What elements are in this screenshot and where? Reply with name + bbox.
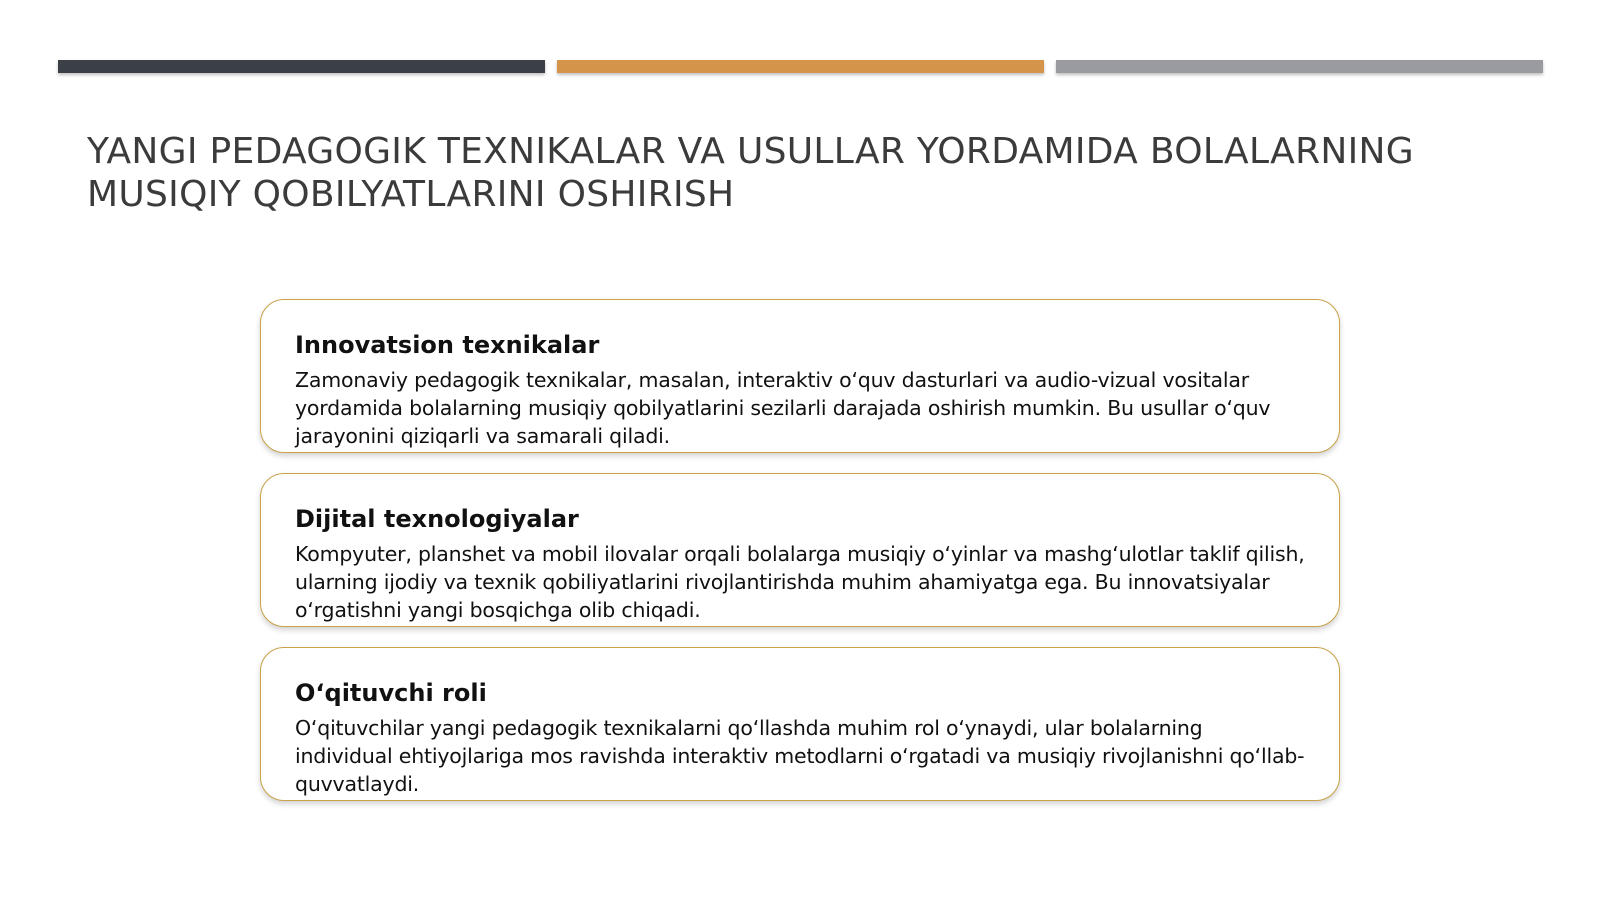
card-text: O‘qituvchilar yangi pedagogik texnikalarni qo‘llashda muhim rol o‘ynaydi, ular bolalarning individual ehtiyojlariga mos ravishda interaktiv metodlarni o‘rgatadi va musiqiy rivojlanishni qo‘llab-quvvatlaydi.: [295, 716, 1305, 796]
accent-bar-gray: [1056, 60, 1543, 73]
card-text: Kompyuter, planshet va mobil ilovalar orqali bolalarga musiqiy o‘yinlar va mashg‘ulotlar taklif qilish, ularning ijodiy va texnik qobiliyatlarini rivojlantirishda muhim ahamiyatga ega. Bu innovatsiyalar o‘rgatishni yangi bosqichga olib chiqadi.: [295, 542, 1305, 622]
card-text: Zamonaviy pedagogik texnikalar, masalan, interaktiv o‘quv dasturlari va audio-vizual vositalar yordamida bolalarning musiqiy qobilyatlarini sezilarli darajada oshirish mumkin. Bu usullar o‘quv jarayonini qiziqarli va samarali qiladi.: [295, 368, 1271, 448]
card-heading: Dijital texnologiyalar: [295, 505, 579, 533]
card-heading: Innovatsion texnikalar: [295, 331, 600, 359]
card-heading: O‘qituvchi roli: [295, 679, 487, 707]
accent-bar-dark: [58, 60, 545, 73]
card-list: [260, 299, 1340, 821]
accent-bar-orange: [557, 60, 1044, 73]
slide-title: YANGI PEDAGOGIK TEXNIKALAR VA USULLAR YORDAMIDA BOLALARNING MUSIQIY QOBILYATLARINI OSHIRISH: [87, 131, 1414, 215]
card-innovative-techniques: [260, 299, 1340, 453]
card-teacher-role: [260, 647, 1340, 801]
card-digital-technologies: [260, 473, 1340, 627]
